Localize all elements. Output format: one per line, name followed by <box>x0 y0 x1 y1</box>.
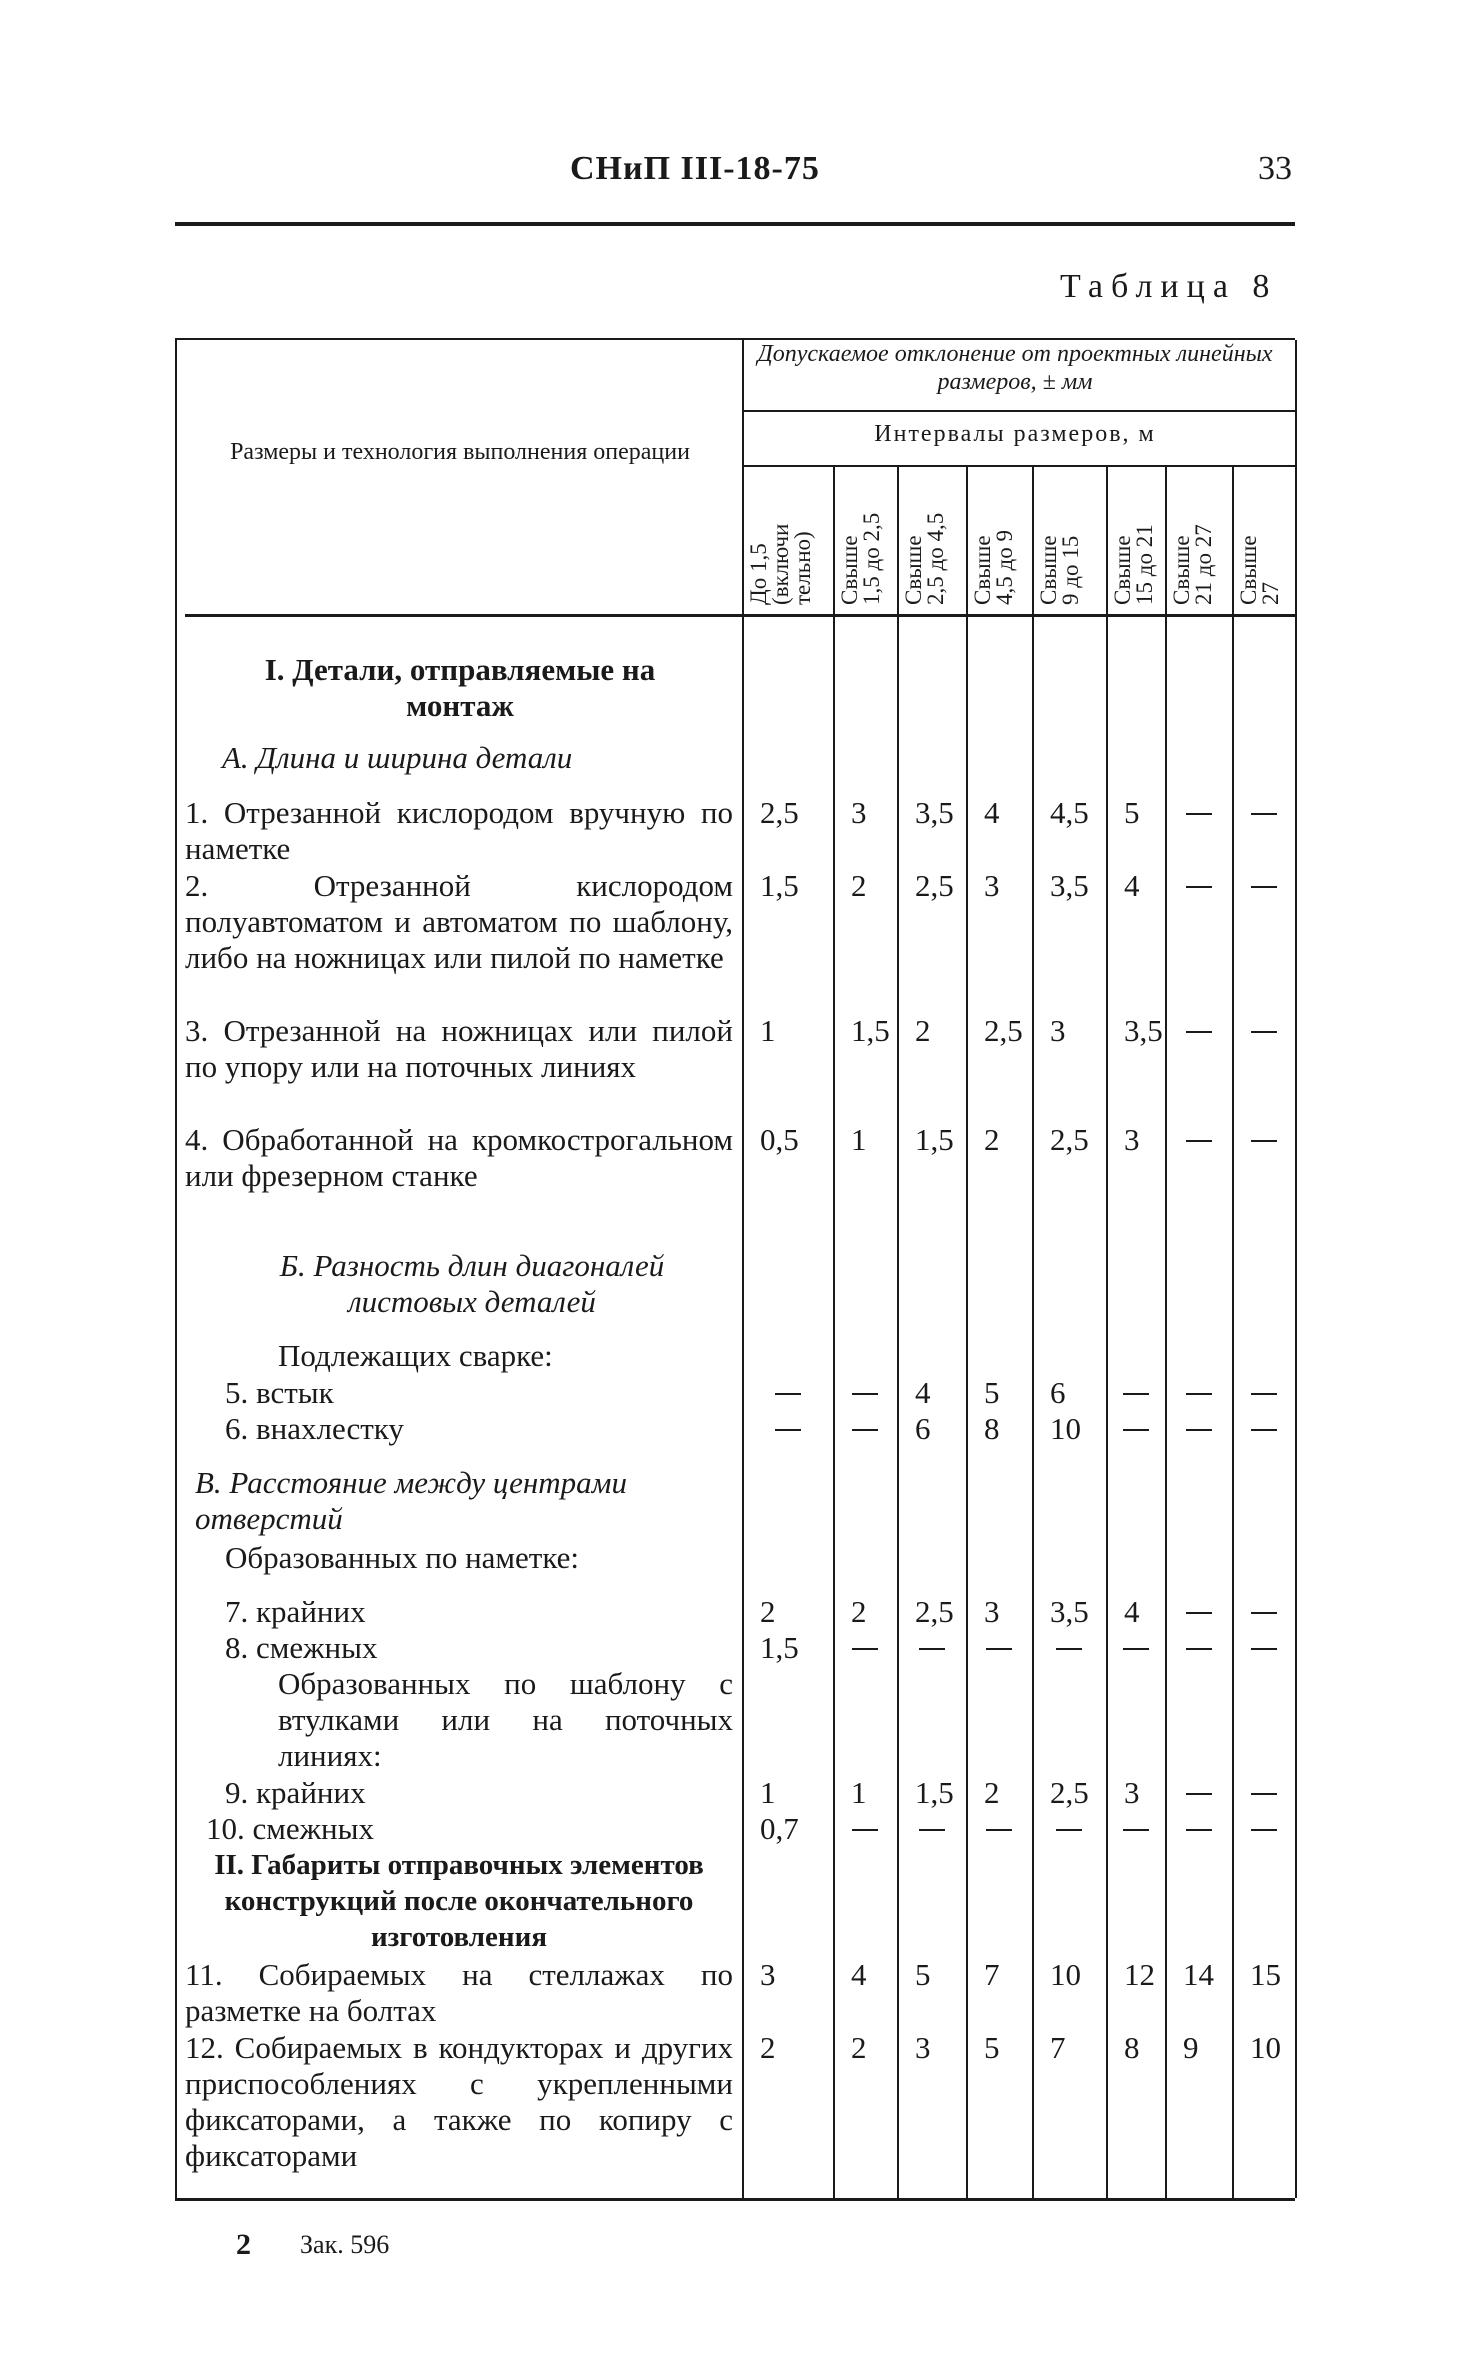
interval-rule <box>742 465 1295 467</box>
order-number: Зак. 596 <box>300 2230 390 2259</box>
value-cell: 3 <box>851 795 867 830</box>
value-dash <box>1251 886 1277 888</box>
column-header-line: Свыше <box>1236 535 1261 605</box>
value-dash <box>1251 1612 1277 1614</box>
column-header <box>748 524 814 605</box>
column-header-line: До 1,5 <box>746 543 771 605</box>
value-cell: 8 <box>1124 2030 1140 2065</box>
value-dash <box>1123 1829 1149 1831</box>
value-cell: 2 <box>851 1594 867 1629</box>
value-dash <box>1186 1140 1212 1142</box>
value-cell: 1,5 <box>915 1122 954 1157</box>
value-cell: 3 <box>984 1594 1000 1629</box>
value-cell: 12 <box>1124 1957 1155 1992</box>
column-rule <box>1232 467 1234 2198</box>
value-cell: 2 <box>984 1775 1000 1810</box>
value-cell: 3 <box>1124 1122 1140 1157</box>
value-dash <box>1186 813 1212 815</box>
value-dash <box>1186 1031 1212 1033</box>
row-label: 1. Отрезанной кислородом вручную по наметке <box>185 795 733 866</box>
row-label: 11. Собираемых на стеллажах по разметке на болтах <box>185 1957 733 2028</box>
value-cell: 0,7 <box>760 1811 799 1846</box>
section-1-title: I. Детали, отправляемые на монтаж <box>264 652 656 723</box>
value-cell: 1 <box>851 1122 867 1157</box>
value-cell: 5 <box>1124 795 1140 830</box>
value-cell: 1 <box>851 1775 867 1810</box>
value-dash <box>852 1648 878 1650</box>
value-cell: 2 <box>851 2030 867 2065</box>
value-cell: 10 <box>1050 1957 1081 1992</box>
value-cell: 4 <box>851 1957 867 1992</box>
value-cell: 2,5 <box>984 1013 1023 1048</box>
sheet-number: 2 <box>236 2228 251 2261</box>
value-cell: 2,5 <box>915 1594 954 1629</box>
value-dash <box>1186 1393 1212 1395</box>
deviation-header: Допускаемое отклонение от проектных линейных размеров, ± мм <box>757 341 1273 395</box>
row-label: 6. внахлестку <box>225 1411 404 1446</box>
value-cell: 3 <box>1050 1013 1066 1048</box>
value-cell: 4,5 <box>1050 795 1089 830</box>
column-header <box>1171 524 1215 605</box>
header-rule <box>175 222 1295 226</box>
value-cell: 6 <box>1050 1375 1066 1410</box>
value-cell: 8 <box>984 1411 1000 1446</box>
value-cell: 0,5 <box>760 1122 799 1157</box>
value-cell: 3 <box>1124 1775 1140 1810</box>
value-dash <box>775 1393 801 1395</box>
value-cell: 2 <box>915 1013 931 1048</box>
intervals-header: Интервалы размеров, м <box>874 421 1156 447</box>
column-header-line: 4,5 до 9 <box>992 530 1017 605</box>
value-dash <box>1186 1612 1212 1614</box>
value-dash <box>1186 1829 1212 1831</box>
column-header-line: (включи <box>768 523 793 605</box>
subsection-v: В. Расстояние между центрами отверстий <box>195 1465 627 1536</box>
value-dash <box>1251 1140 1277 1142</box>
deviation-rule <box>742 410 1295 412</box>
column-header-line: Свыше <box>1036 535 1061 605</box>
section-2-title: II. Габариты отправочных элементов конструкций после окончательного изготовления <box>214 1849 704 1953</box>
value-cell: 3 <box>760 1957 776 1992</box>
value-dash <box>1186 1648 1212 1650</box>
row-label: 3. Отрезанной на ножницах или пилой по упору или на поточных линиях <box>185 1013 733 1084</box>
value-cell: 3,5 <box>915 795 954 830</box>
row-label: 8. смежных <box>225 1630 378 1665</box>
column-rule <box>897 467 899 2198</box>
value-cell: 4 <box>915 1375 931 1410</box>
column-rule <box>1032 467 1034 2198</box>
value-dash <box>1251 1648 1277 1650</box>
weld-label: Подлежащих сварке: <box>278 1338 553 1373</box>
column-header <box>1112 524 1156 605</box>
value-dash <box>1056 1829 1082 1831</box>
column-header-line: 9 до 15 <box>1058 535 1083 605</box>
column-header-line: 21 до 27 <box>1191 524 1216 605</box>
value-dash <box>1251 813 1277 815</box>
value-cell: 2 <box>984 1122 1000 1157</box>
column-header-line: 15 до 21 <box>1132 524 1157 605</box>
column-header-line: Свыше <box>1110 535 1135 605</box>
column-header <box>903 513 947 605</box>
value-cell: 3 <box>915 2030 931 2065</box>
column-header <box>1238 535 1282 605</box>
value-dash <box>986 1648 1012 1650</box>
value-cell: 9 <box>1183 2030 1199 2065</box>
value-cell: 2,5 <box>915 868 954 903</box>
subsection-a: А. Длина и ширина детали <box>222 740 573 775</box>
value-dash <box>1251 1393 1277 1395</box>
value-cell: 15 <box>1250 1957 1281 1992</box>
value-cell: 1,5 <box>851 1013 890 1048</box>
table-bottom-rule <box>175 2198 1295 2201</box>
value-dash <box>1251 1829 1277 1831</box>
value-dash <box>1056 1648 1082 1650</box>
column-header-line: Свыше <box>901 535 926 605</box>
column-header-line: 27 <box>1258 582 1283 605</box>
row-label: 12. Собираемых в кондукторах и других приспособлениях с укрепленными фиксаторами, а также по копиру с фиксаторами <box>185 2030 733 2173</box>
value-dash <box>852 1429 878 1431</box>
subsection-b: Б. Разность длин диагоналей листовых деталей <box>279 1248 665 1319</box>
column-rule <box>833 467 835 2198</box>
row-label: 2. Отрезанной кислородом полуавтоматом и автоматом по шаблону, либо на ножницах или пилой по наметке <box>185 868 733 975</box>
page-number: 33 <box>1258 150 1292 187</box>
marked-label: Образованных по наметке: <box>225 1540 580 1575</box>
row-label: 5. встык <box>225 1375 334 1410</box>
value-dash <box>919 1829 945 1831</box>
value-cell: 3,5 <box>1050 868 1089 903</box>
row-header: Размеры и технология выполнения операции <box>230 439 690 465</box>
value-dash <box>852 1393 878 1395</box>
value-cell: 14 <box>1183 1957 1214 1992</box>
value-cell: 4 <box>984 795 1000 830</box>
column-header <box>1038 535 1082 605</box>
value-cell: 5 <box>984 1375 1000 1410</box>
column-header <box>839 513 883 605</box>
value-dash <box>986 1829 1012 1831</box>
value-cell: 6 <box>915 1411 931 1446</box>
value-cell: 1 <box>760 1775 776 1810</box>
value-cell: 3 <box>984 868 1000 903</box>
value-cell: 7 <box>1050 2030 1066 2065</box>
value-cell: 1,5 <box>760 1630 799 1665</box>
value-cell: 7 <box>984 1957 1000 1992</box>
document-code: СНиП III-18-75 <box>570 150 820 187</box>
value-cell: 2,5 <box>1050 1775 1089 1810</box>
value-dash <box>1123 1648 1149 1650</box>
column-rule <box>966 467 968 2198</box>
column-header <box>972 530 1016 605</box>
value-cell: 3,5 <box>1124 1013 1163 1048</box>
value-dash <box>852 1829 878 1831</box>
value-dash <box>1186 886 1212 888</box>
column-header-line: Свыше <box>837 535 862 605</box>
value-cell: 2 <box>851 868 867 903</box>
row-label: 9. крайних <box>225 1775 366 1810</box>
value-cell: 5 <box>984 2030 1000 2065</box>
column-header-line: Свыше <box>970 535 995 605</box>
value-cell: 1,5 <box>915 1775 954 1810</box>
value-dash <box>1186 1793 1212 1795</box>
row-label: 10. смежных <box>206 1811 374 1846</box>
value-dash <box>1123 1429 1149 1431</box>
column-header-line: Свыше <box>1169 535 1194 605</box>
column-rule <box>742 340 744 2198</box>
value-cell: 10 <box>1250 2030 1281 2065</box>
column-header-line: 1,5 до 2,5 <box>859 512 884 605</box>
column-rule <box>1106 467 1108 2198</box>
template-label: Образованных по шаблону с втулками или на поточных линиях: <box>278 1666 733 1773</box>
value-cell: 2 <box>760 1594 776 1629</box>
value-cell: 3,5 <box>1050 1594 1089 1629</box>
value-cell: 4 <box>1124 868 1140 903</box>
column-rule <box>1295 340 1297 2198</box>
value-cell: 4 <box>1124 1594 1140 1629</box>
value-cell: 2,5 <box>1050 1122 1089 1157</box>
value-cell: 2,5 <box>760 795 799 830</box>
value-cell: 1 <box>760 1013 776 1048</box>
column-header-line: тельно) <box>790 531 815 605</box>
table-left-rule <box>175 340 177 2200</box>
row-label: 7. крайних <box>225 1594 366 1629</box>
value-dash <box>1251 1429 1277 1431</box>
value-dash <box>1251 1793 1277 1795</box>
value-cell: 10 <box>1050 1411 1081 1446</box>
value-dash <box>1123 1393 1149 1395</box>
row-label: 4. Обработанной на кромкострогальном или фрезерном станке <box>185 1122 733 1193</box>
table-title: Таблица 8 <box>1060 268 1278 305</box>
value-cell: 5 <box>915 1957 931 1992</box>
value-dash <box>775 1429 801 1431</box>
value-dash <box>1251 1031 1277 1033</box>
value-dash <box>1186 1429 1212 1431</box>
value-cell: 2 <box>760 2030 776 2065</box>
value-dash <box>919 1648 945 1650</box>
column-header-line: 2,5 до 4,5 <box>923 512 948 605</box>
header-bottom-rule <box>185 614 1295 617</box>
column-rule <box>1165 467 1167 2198</box>
value-cell: 1,5 <box>760 868 799 903</box>
